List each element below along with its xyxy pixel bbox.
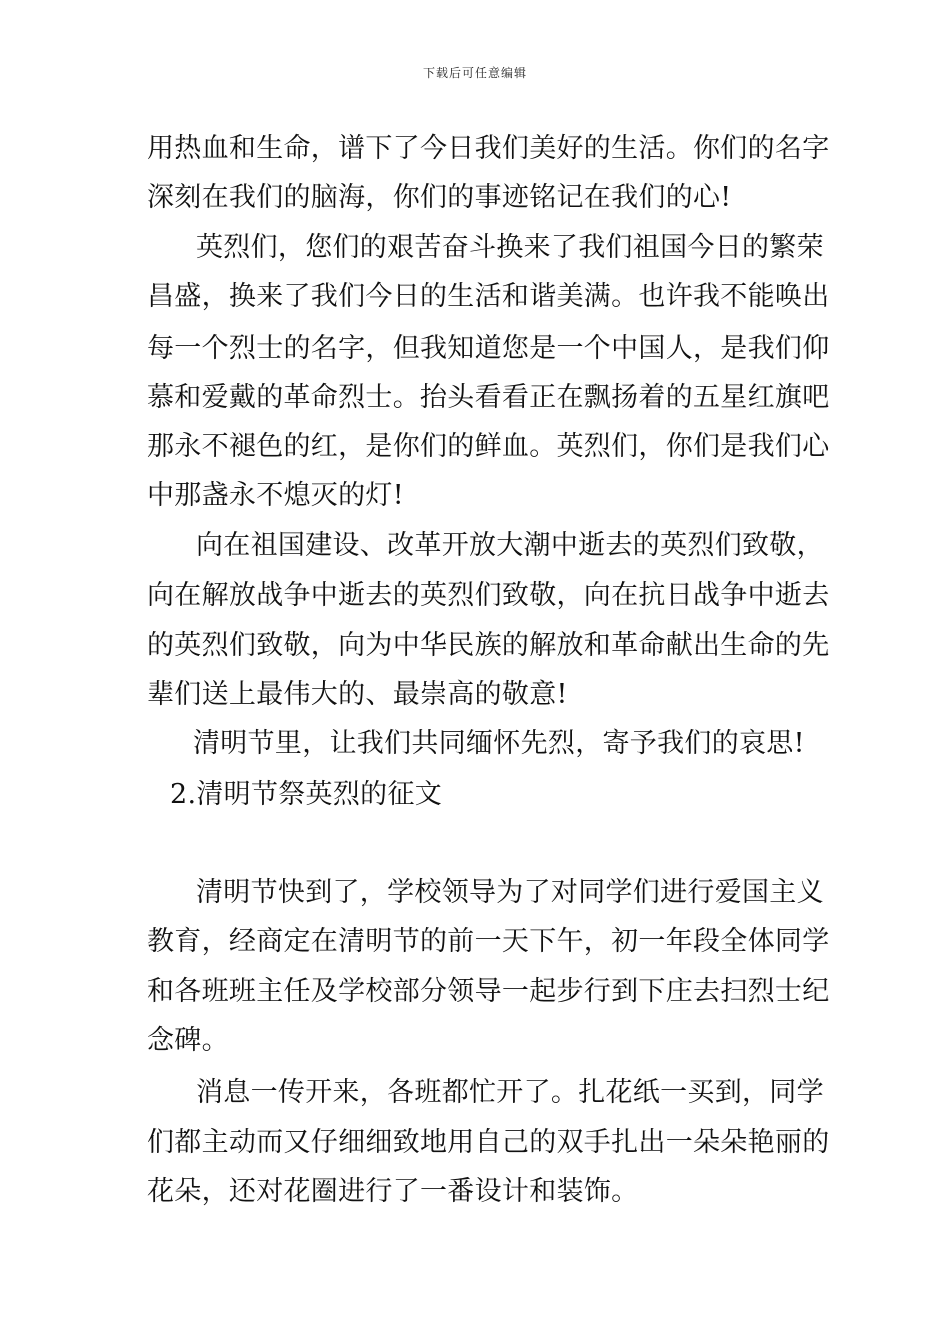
paragraph-line: 清明节快到了，学校领导为了对同学们进行爱国主义 <box>196 877 824 908</box>
paragraph-line: 消息一传开来，各班都忙开了。扎花纸一买到，同学 <box>196 1077 824 1108</box>
paragraph-line: 用热血和生命，谱下了今日我们美好的生活。你们的名字 <box>147 133 830 164</box>
paragraph-line: 向在祖国建设、改革开放大潮中逝去的英烈们致敬， <box>196 530 824 561</box>
paragraph-line: 念碑。 <box>147 1025 229 1056</box>
section-heading: 2.清明节祭英烈的征文 <box>170 779 443 810</box>
paragraph-line: 花朵，还对花圈进行了一番设计和装饰。 <box>147 1176 639 1207</box>
paragraph-line: 清明节里，让我们共同缅怀先烈，寄予我们的哀思! <box>193 728 805 759</box>
paragraph-line: 中那盏永不熄灭的灯! <box>147 480 404 511</box>
paragraph-line: 辈们送上最伟大的、最崇高的敬意! <box>147 679 568 710</box>
paragraph-line: 向在解放战争中逝去的英烈们致敬，向在抗日战争中逝去 <box>147 580 830 611</box>
paragraph-line: 那永不褪色的红，是你们的鲜血。英烈们，你们是我们心 <box>147 431 830 462</box>
paragraph-line: 教育，经商定在清明节的前一天下午，初一年段全体同学 <box>147 926 830 957</box>
page-header: 下载后可任意编辑 <box>422 66 527 80</box>
paragraph-line: 每一个烈士的名字，但我知道您是一个中国人，是我们仰 <box>147 333 830 364</box>
paragraph-line: 们都主动而又仔细细致地用自己的双手扎出一朵朵艳丽的 <box>147 1127 830 1158</box>
paragraph-line: 慕和爱戴的革命烈士。抬头看看正在飘扬着的五星红旗吧 <box>147 382 830 413</box>
paragraph-line: 和各班班主任及学校部分领导一起步行到下庄去扫烈士纪 <box>147 976 830 1007</box>
paragraph-line: 深刻在我们的脑海，你们的事迹铭记在我们的心! <box>147 182 732 213</box>
paragraph-line: 昌盛，换来了我们今日的生活和谐美满。也许我不能唤出 <box>147 281 830 312</box>
paragraph-line: 英烈们，您们的艰苦奋斗换来了我们祖国今日的繁荣 <box>196 232 824 263</box>
paragraph-line: 的英烈们致敬，向为中华民族的解放和革命献出生命的先 <box>147 630 830 661</box>
